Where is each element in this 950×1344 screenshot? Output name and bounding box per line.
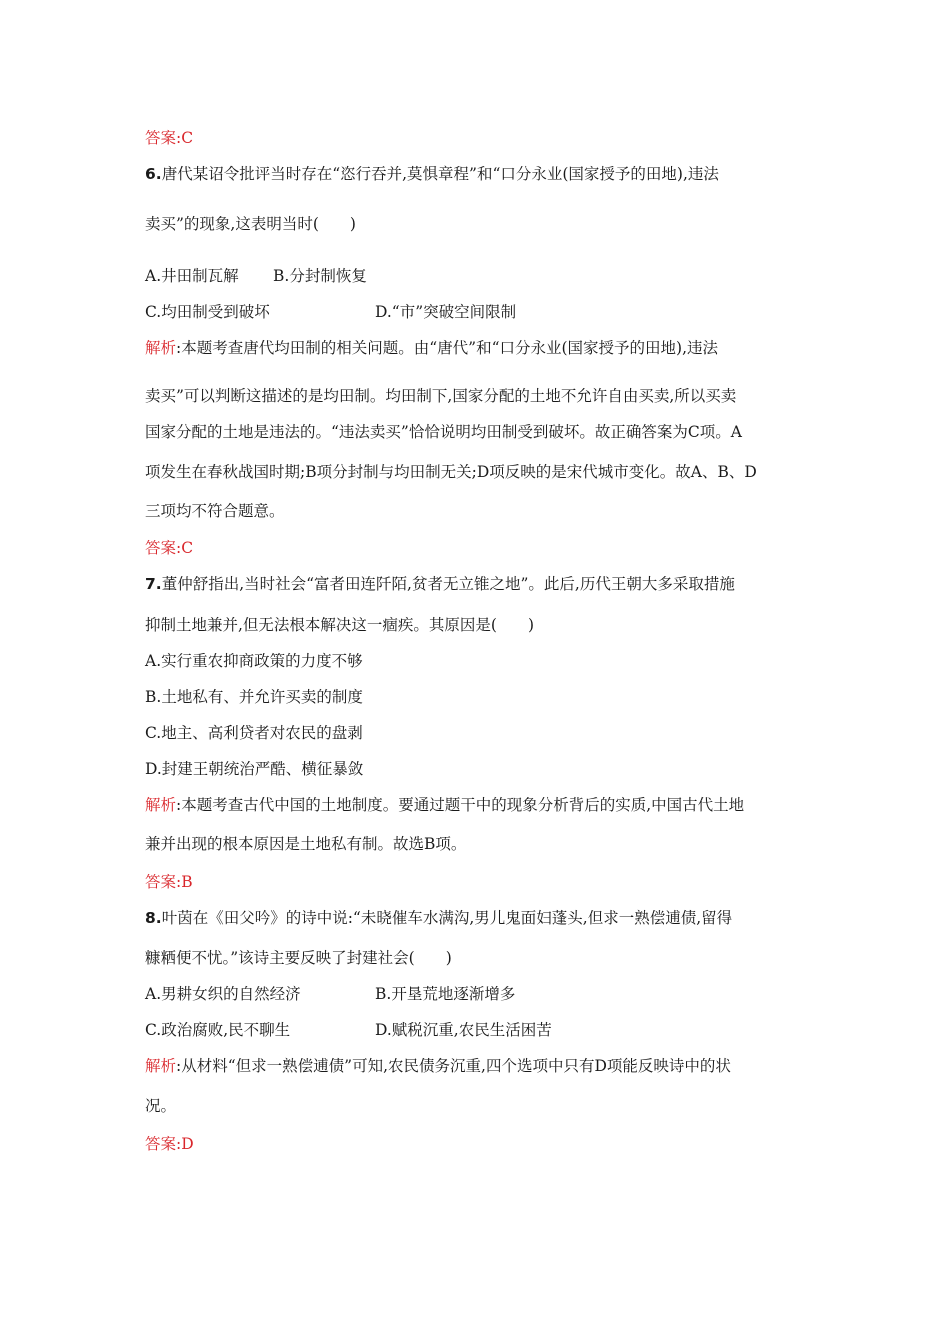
question-8-options-ab: [145, 983, 805, 1005]
explanation-label: 解析: [145, 796, 177, 814]
option-d: D.赋税沉重,农民生活困苦: [375, 1021, 552, 1039]
question-8-line-1: [145, 907, 805, 929]
question-text: 董仲舒指出,当时社会“富者田连阡陌,贫者无立锥之地”。此后,历代王朝大多采取措施: [161, 575, 735, 593]
explanation-6-line-5: 三项均不符合题意。: [145, 502, 285, 520]
option-b: B.土地私有、并允许买卖的制度: [145, 688, 363, 706]
question-6-line-1: [145, 163, 805, 185]
question-6-options-ab: [145, 265, 805, 287]
question-number: 8.: [145, 909, 162, 927]
answer-8: [145, 1133, 805, 1155]
question-8-options-cd: [145, 1019, 805, 1041]
question-number: 6.: [145, 165, 162, 183]
explanation-label: 解析: [145, 339, 177, 357]
answer-label: 答案: [145, 539, 177, 557]
explanation-7-line-2: 兼并出现的根本原因是土地私有制。故选B项。: [145, 835, 467, 853]
explanation-6-line-4: 项发生在春秋战国时期;B项分封制与均田制无关;D项反映的是宋代城市变化。故A、B、D: [145, 463, 757, 481]
option-a: A.男耕女织的自然经济: [145, 985, 301, 1003]
answer-5: [145, 127, 805, 149]
answer-label: 答案: [145, 873, 177, 891]
explanation-8-line-1: [145, 1055, 805, 1077]
answer-value: :B: [176, 873, 193, 891]
answer-value: :C: [176, 129, 194, 147]
question-number: 7.: [145, 575, 162, 593]
answer-6: [145, 537, 805, 559]
option-c: C.均田制受到破坏: [145, 303, 270, 321]
answer-value: :C: [176, 539, 194, 557]
question-6-options-cd: [145, 301, 805, 323]
explanation-text: :本题考查唐代均田制的相关问题。由“唐代”和“口分永业(国家授予的田地),违法: [176, 339, 719, 357]
question-text: 叶茵在《田父吟》的诗中说:“未晓催车水满沟,男儿鬼面妇蓬头,但求一熟偿逋债,留得: [161, 909, 733, 927]
explanation-label: 解析: [145, 1057, 177, 1075]
answer-value: :D: [176, 1135, 194, 1153]
question-7-line-2: 抑制土地兼并,但无法根本解决这一痼疾。其原因是( ): [145, 616, 535, 634]
explanation-6-line-3: 国家分配的土地是违法的。“违法卖买”恰恰说明均田制受到破坏。故正确答案为C项。A: [145, 423, 742, 441]
explanation-8-line-2: 况。: [145, 1097, 177, 1115]
question-7-line-1: [145, 573, 805, 595]
option-d: D.“市”突破空间限制: [375, 303, 517, 321]
option-b: B.分封制恢复: [273, 267, 367, 285]
explanation-text: :从材料“但求一熟偿逋债”可知,农民债务沉重,四个选项中只有D项能反映诗中的状: [176, 1057, 731, 1075]
answer-label: 答案: [145, 129, 177, 147]
explanation-7-line-1: [145, 794, 805, 816]
question-8-line-2: 糠粞便不忧。”该诗主要反映了封建社会( ): [145, 949, 452, 967]
explanation-text: :本题考查古代中国的土地制度。要通过题干中的现象分析背后的实质,中国古代土地: [176, 796, 745, 814]
explanation-6-line-1: [145, 337, 805, 359]
option-c: C.地主、高利贷者对农民的盘剥: [145, 724, 363, 742]
answer-7: [145, 871, 805, 893]
option-d: D.封建王朝统治严酷、横征暴敛: [145, 760, 364, 778]
option-b: B.开垦荒地逐渐增多: [375, 985, 516, 1003]
explanation-6-line-2: 卖买”可以判断这描述的是均田制。均田制下,国家分配的土地不允许自由买卖,所以买卖: [145, 387, 737, 405]
question-6-line-2: 卖买”的现象,这表明当时( ): [145, 215, 356, 233]
option-a: A.实行重农抑商政策的力度不够: [145, 652, 363, 670]
option-a: A.井田制瓦解: [145, 267, 239, 285]
option-c: C.政治腐败,民不聊生: [145, 1021, 291, 1039]
answer-label: 答案: [145, 1135, 177, 1153]
question-text: 唐代某诏令批评当时存在“恣行吞并,莫惧章程”和“口分永业(国家授予的田地),违法: [161, 165, 719, 183]
